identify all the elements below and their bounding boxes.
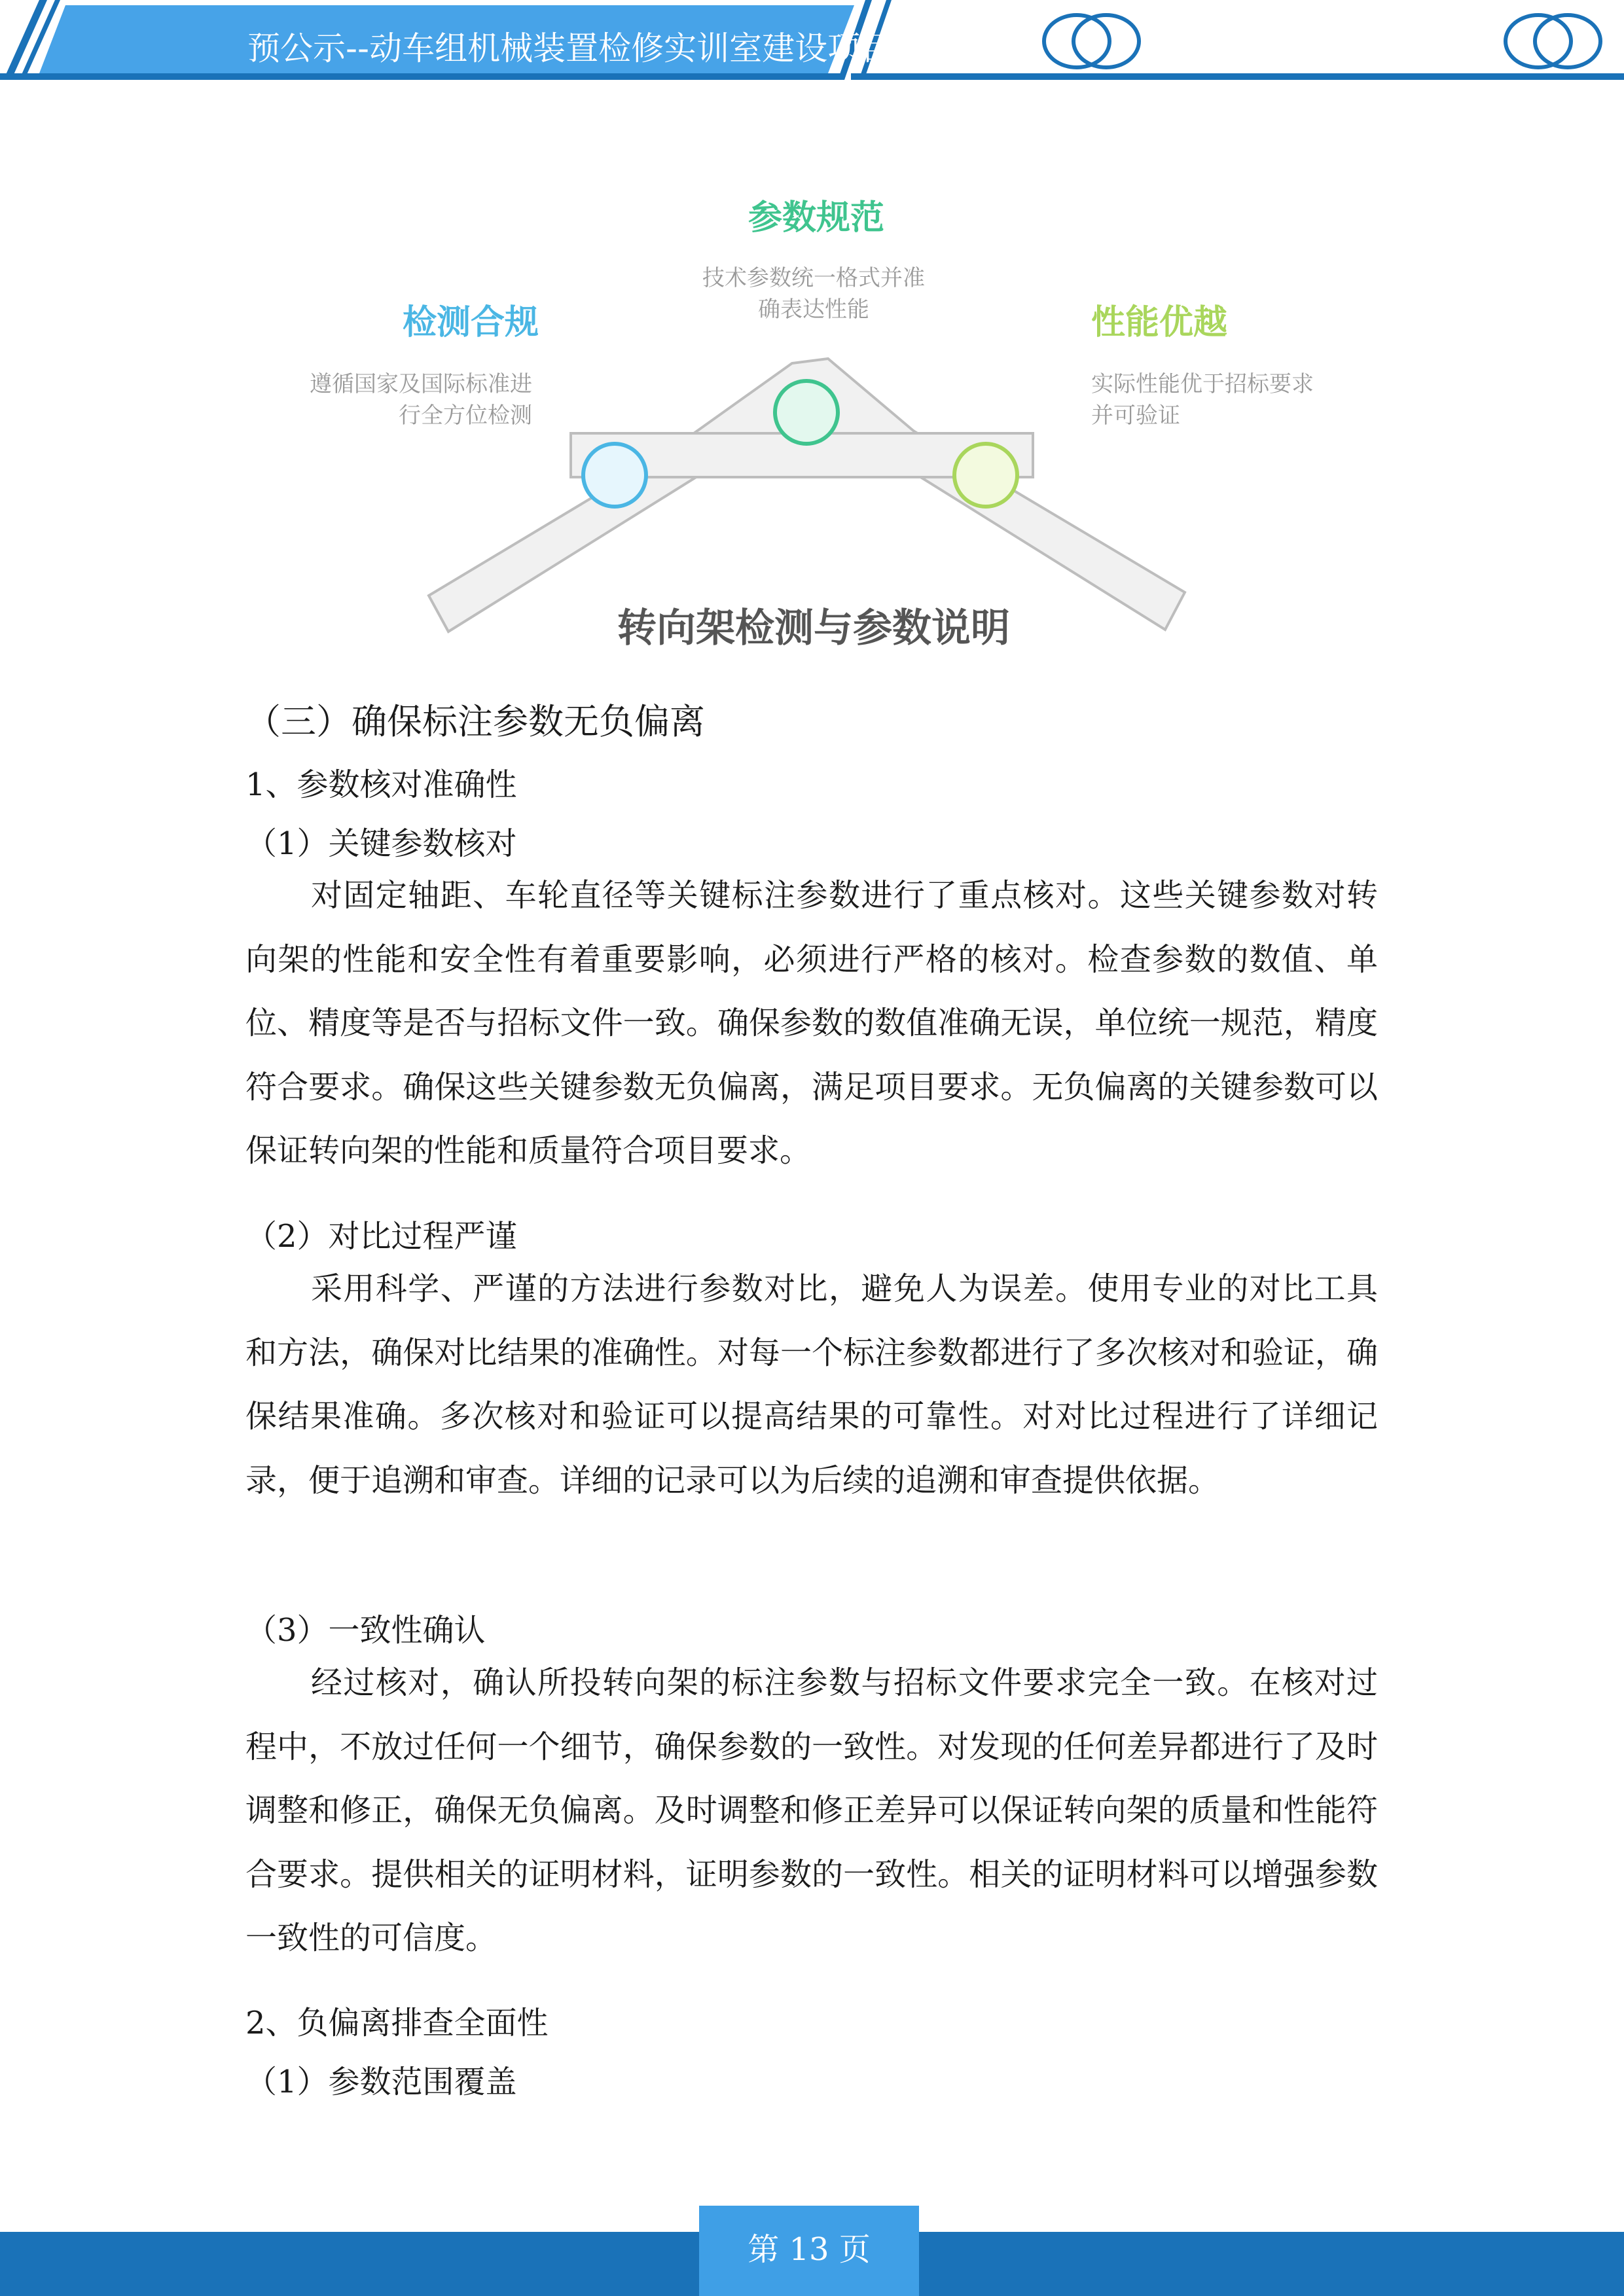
header-title: 预公示--动车组机械装置检修实训室建设项目	[247, 29, 893, 67]
node-title: 检测合规	[402, 303, 539, 342]
node-desc: 并可验证	[1091, 403, 1180, 429]
paragraph: 采用科学、严谨的方法进行参数对比，避免人为误差。使用专业的对比工具和方法，确保对比结果的准确性。对每一个标注参数都进行了多次核对和验证，确保结果准确。多次核对和验证可以提高结果的可靠性。对对比过程进行了详细记录，便于追溯和审查。详细的记录可以为后续的追溯和审查提供依据。	[245, 1270, 1378, 1499]
node-desc: 确表达性能	[758, 296, 869, 323]
paragraph: 对固定轴距、车轮直径等关键标注参数进行了重点核对。这些关键参数对转向架的性能和安全性有着重要影响，必须进行严格的核对。检查参数的数值、单位、精度等是否与招标文件一致。确保参数的数值准确无误，单位统一规范，精度符合要求。确保这些关键参数无负偏离，满足项目要求。无负偏离的关键参数可以保证转向架的性能和质量符合项目要求。	[245, 877, 1378, 1169]
node-desc: 实际性能优于招标要求	[1091, 371, 1314, 397]
node-title: 参数规范	[748, 198, 885, 238]
node-desc: 行全方位检测	[399, 403, 532, 429]
bogie-diagram	[0, 0, 1624, 668]
node-desc: 技术参数统一格式并准	[702, 265, 925, 291]
node-desc: 遵循国家及国际标准进	[310, 371, 532, 397]
subheading: （1）参数范围覆盖	[245, 2064, 517, 2100]
node-circle-lime	[954, 444, 1017, 507]
node-circle-blue	[583, 444, 646, 507]
page-number: 第 13 页	[748, 2231, 871, 2268]
subheading: 2、负偏离排查全面性	[245, 2005, 549, 2041]
node-circle-green	[775, 381, 838, 444]
paragraph: 经过核对，确认所投转向架的标注参数与招标文件要求完全一致。在核对过程中，不放过任何一个细节，确保参数的一致性。对发现的任何差异都进行了及时调整和修正，确保无负偏离。及时调整和修正差异可以保证转向架的质量和性能符合要求。提供相关的证明材料，证明参数的一致性。相关的证明材料可以增强参数一致性的可信度。	[245, 1664, 1378, 1956]
node-title: 性能优越	[1091, 303, 1228, 342]
subheading: （3）一致性确认	[245, 1612, 486, 1649]
subheading: （1）关键参数核对	[245, 825, 517, 862]
diagram-caption: 转向架检测与参数说明	[617, 605, 1010, 651]
section-heading: （三）确保标注参数无负偏离	[245, 701, 705, 742]
subheading: 1、参数核对准确性	[245, 766, 517, 803]
subheading: （2）对比过程严谨	[245, 1218, 517, 1255]
